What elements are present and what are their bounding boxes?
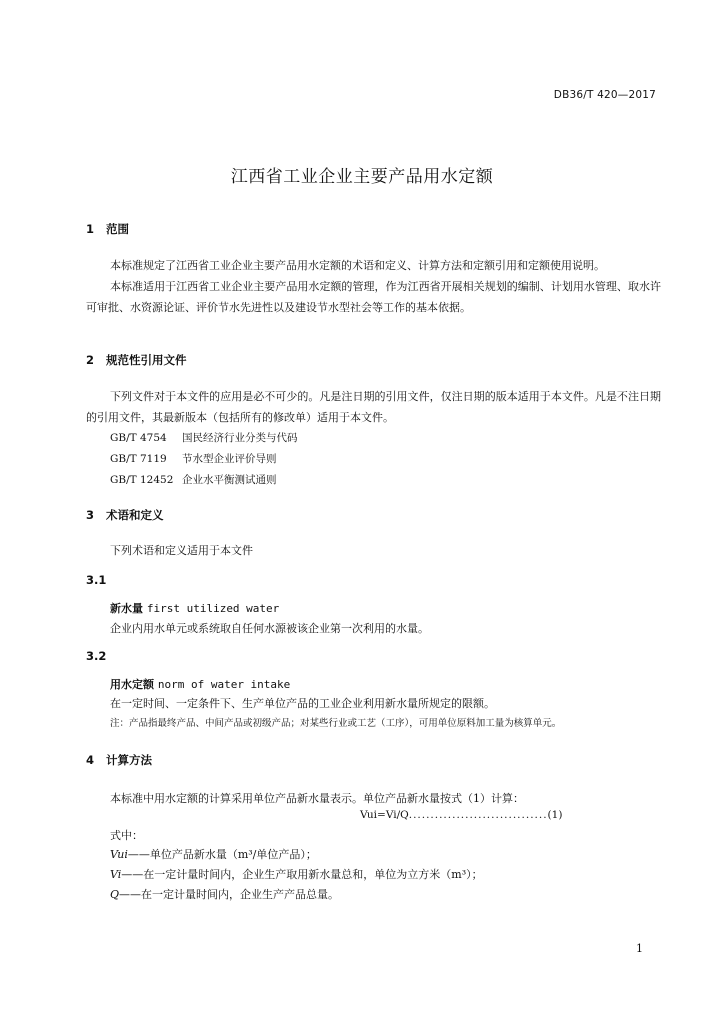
- variable-description: ——在一定计量时间内，企业生产取用新水量总和，单位为立方米（m³）；: [121, 868, 483, 881]
- reference-name: 企业水平衡测试通则: [182, 474, 277, 486]
- section-number: 4: [86, 753, 95, 767]
- reference-name: 节水型企业评价导则: [182, 453, 277, 465]
- section-number: 2: [86, 353, 95, 367]
- section-4-heading: [86, 752, 152, 768]
- formula-expression: Vui=Vi/Q: [360, 809, 409, 821]
- variable-symbol: Vui: [110, 848, 128, 861]
- reference-code: GB/T 7119: [110, 453, 167, 465]
- variable-item: [110, 886, 339, 902]
- term-3-2-title: [110, 676, 290, 692]
- variable-symbol: Vi: [110, 868, 122, 881]
- section-number: 1: [86, 222, 95, 236]
- term-en: norm of water intake: [157, 678, 291, 691]
- term-3-2-number: 3.2: [86, 649, 107, 663]
- term-3-1-definition: 企业内用水单元或系统取自任何水源被该企业第一次利用的水量。: [110, 622, 429, 635]
- section-2-body: [86, 386, 661, 428]
- variable-description: ——在一定计量时间内，企业生产产品总量。: [119, 888, 340, 901]
- paragraph: 本标准适用于江西省工业企业主要产品用水定额的管理，作为江西省开展相关规划的编制、计划用水管理、取水许可审批、水资源论证、评价节水先进性以及建设节水型社会等工作的基本依据。: [86, 280, 661, 314]
- section-4-intro: 本标准中用水定额的计算采用单位产品新水量表示。单位产品新水量按式（1）计算：: [110, 792, 524, 805]
- term-cn: 用水定额: [110, 678, 154, 691]
- section-number: 3: [86, 508, 95, 522]
- section-3-heading: [86, 507, 164, 523]
- paragraph: 本标准规定了江西省工业企业主要产品用水定额的术语和定义、计算方法和定额引用和定额使用说明。: [110, 259, 605, 272]
- reference-item: [110, 472, 277, 487]
- section-3-intro: 下列术语和定义适用于本文件: [110, 544, 253, 557]
- standard-code: DB36/T 420—2017: [553, 89, 656, 101]
- term-en: first utilized water: [146, 602, 280, 615]
- reference-item: [110, 430, 298, 445]
- reference-item: [110, 451, 277, 466]
- term-3-2-definition: 在一定时间、一定条件下、生产单位产品的工业企业利用新水量所规定的限额。: [110, 697, 495, 710]
- paragraph: 下列文件对于本文件的应用是必不可少的。凡是注日期的引用文件，仅注日期的版本适用于本文件。凡是不注日期的引用文件，其最新版本（包括所有的修改单）适用于本文件。: [86, 390, 661, 424]
- term-3-2-note: 注：产品指最终产品、中间产品或初级产品；对某些行业或工艺（工序），可用单位原料加工量为核算单元。: [110, 718, 562, 729]
- variable-symbol: Q: [110, 888, 120, 901]
- section-title: 术语和定义: [106, 508, 164, 522]
- document-title: 江西省工业企业主要产品用水定额: [230, 167, 494, 187]
- section-1-body: [86, 255, 661, 318]
- formula-1: [360, 809, 652, 821]
- reference-name: 国民经济行业分类与代码: [182, 432, 298, 444]
- section-2-heading: [86, 352, 187, 368]
- formula-leader: ................................: [408, 809, 548, 821]
- variable-description: ——单位产品新水量（m³/单位产品）；: [127, 848, 317, 861]
- variable-item: [110, 866, 483, 882]
- term-3-1-title: [110, 600, 279, 616]
- section-1-heading: [86, 221, 129, 237]
- section-title: 计算方法: [106, 753, 152, 767]
- where-label: 式中：: [110, 829, 143, 842]
- reference-code: GB/T 12452: [110, 474, 174, 486]
- section-title: 范围: [106, 222, 129, 236]
- term-cn: 新水量: [110, 602, 143, 615]
- reference-code: GB/T 4754: [110, 432, 167, 444]
- variable-item: [110, 846, 317, 862]
- section-title: 规范性引用文件: [106, 353, 187, 367]
- term-3-1-number: 3.1: [86, 573, 107, 587]
- formula-label: (1): [547, 809, 563, 821]
- page-number: 1: [636, 942, 643, 955]
